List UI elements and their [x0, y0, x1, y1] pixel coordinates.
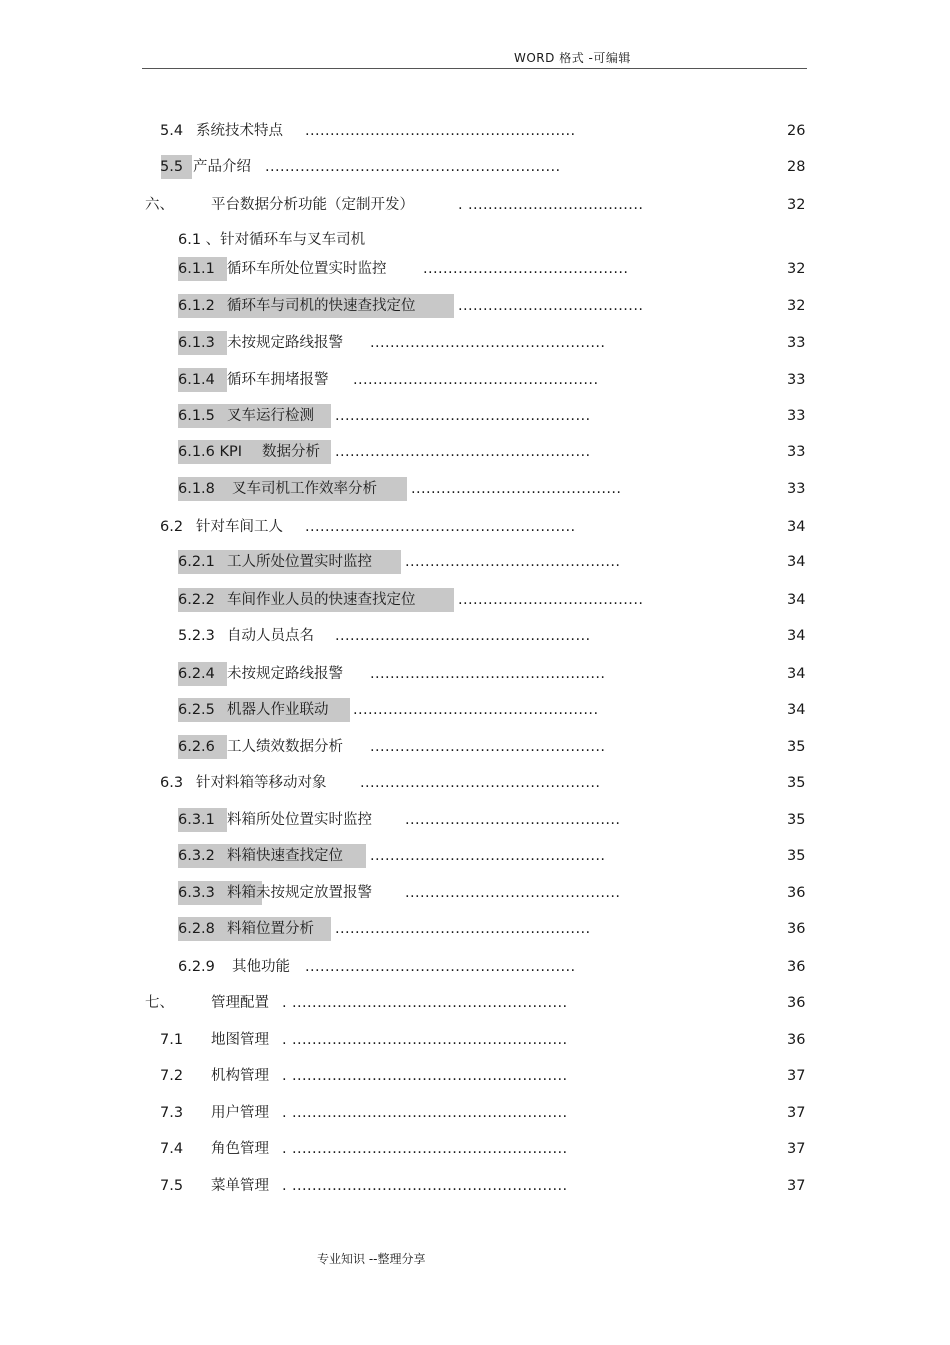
toc-entry[interactable] — [0, 918, 950, 940]
toc-leader-dots: ..................................... — [458, 298, 644, 314]
toc-entry-page: 34 — [787, 554, 806, 570]
toc-entry-number: 6.2.4 — [178, 666, 215, 682]
toc-entry-title: 产品介绍 — [193, 159, 251, 175]
toc-entry-page: 35 — [787, 812, 806, 828]
toc-leader-dots: . ....................................................... — [282, 1105, 568, 1121]
toc-entry-page: 35 — [787, 775, 806, 791]
toc-leader-dots: ................................................. — [353, 372, 599, 388]
toc-entry-number: 6.2.5 — [178, 702, 215, 718]
toc-leader-dots: . ....................................................... — [282, 1178, 568, 1194]
toc-entry-page: 35 — [787, 848, 806, 864]
toc-entry-title: 叉车司机工作效率分析 — [232, 481, 377, 497]
toc-entry-page: 33 — [787, 444, 806, 460]
toc-leader-dots: ............................................... — [370, 739, 606, 755]
toc-leader-dots: ........................................... — [405, 885, 621, 901]
toc-entry-title: 菜单管理 — [211, 1178, 269, 1194]
toc-leader-dots: ........................................... — [405, 812, 621, 828]
toc-entry-number: 6.2.1 — [178, 554, 215, 570]
toc-entry-number: 6.3.2 — [178, 848, 215, 864]
toc-entry-number: 6.3 — [160, 775, 184, 791]
toc-entry-title: 料箱快速查找定位 — [227, 848, 343, 864]
toc-entry-number: 6.2.8 — [178, 921, 215, 937]
toc-entry[interactable] — [0, 625, 950, 647]
toc-entry-page: 35 — [787, 739, 806, 755]
toc-entry-number: 6.1.8 — [178, 481, 215, 497]
toc-entry[interactable] — [0, 156, 950, 178]
toc-entry-page: 34 — [787, 628, 806, 644]
toc-leader-dots: ............................................... — [370, 666, 606, 682]
toc-entry[interactable] — [0, 845, 950, 867]
toc-entry-title: 针对车间工人 — [196, 519, 283, 535]
toc-entry-number: 6.1.1 — [178, 261, 215, 277]
toc-entry-title: 角色管理 — [211, 1141, 269, 1157]
toc-entry-page: 36 — [787, 885, 806, 901]
toc-leader-dots: . ....................................................... — [282, 1032, 568, 1048]
toc-entry[interactable] — [0, 551, 950, 573]
toc-entry-title: 地图管理 — [211, 1032, 269, 1048]
toc-entry-page: 32 — [787, 197, 806, 213]
toc-leader-dots: ................................................... — [335, 444, 591, 460]
toc-entry-number: 6.2.6 — [178, 739, 215, 755]
toc-entry-title: 用户管理 — [211, 1105, 269, 1121]
toc-entry-number: 7.3 — [160, 1105, 184, 1121]
toc-leader-dots: ........................................... — [405, 554, 621, 570]
toc-entry-page: 34 — [787, 702, 806, 718]
toc-leader-dots: ........................................................... — [265, 159, 561, 175]
toc-entry[interactable] — [0, 882, 950, 904]
toc-entry-title: 系统技术特点 — [196, 123, 283, 139]
toc-entry-number: 6.1.3 — [178, 335, 215, 351]
toc-leader-dots: ................................................... — [335, 628, 591, 644]
toc-entry-page: 33 — [787, 481, 806, 497]
toc-entry-number: 6.2.2 — [178, 592, 215, 608]
toc-leader-dots: ...................................................... — [305, 123, 576, 139]
toc-entry[interactable] — [0, 589, 950, 611]
toc-entry-title: 叉车运行检测 — [227, 408, 314, 424]
header-divider — [142, 68, 807, 69]
toc-entry-page: 37 — [787, 1141, 806, 1157]
toc-entry[interactable] — [0, 1065, 950, 1087]
toc-entry-number: 6.1.6 KPI — [178, 444, 243, 460]
page-header: WORD 格式 -可编辑 — [514, 51, 631, 65]
toc-entry-page: 36 — [787, 1032, 806, 1048]
toc-entry-page: 33 — [787, 335, 806, 351]
toc-entry-title: 未按规定路线报警 — [227, 666, 343, 682]
toc-entry-title: 循环车与司机的快速查找定位 — [227, 298, 416, 314]
toc-entry-number: 6.3.1 — [178, 812, 215, 828]
toc-entry-number: 5.2.3 — [178, 628, 215, 644]
toc-entry[interactable] — [0, 992, 950, 1014]
toc-entry[interactable] — [0, 369, 950, 391]
toc-entry-number: 5.5 — [160, 159, 184, 175]
toc-leader-dots: . ....................................................... — [282, 1141, 568, 1157]
toc-entry-page: 34 — [787, 666, 806, 682]
toc-leader-dots: . ....................................................... — [282, 1068, 568, 1084]
toc-entry[interactable] — [0, 194, 950, 216]
toc-entry-number: 7.2 — [160, 1068, 184, 1084]
toc-entry[interactable] — [0, 1029, 950, 1051]
toc-entry-page: 37 — [787, 1105, 806, 1121]
toc-entry[interactable] — [0, 772, 950, 794]
toc-entry-page: 34 — [787, 519, 806, 535]
toc-entry-title: 料箱所处位置实时监控 — [227, 812, 372, 828]
page-footer: 专业知识 --整理分享 — [317, 1252, 426, 1266]
toc-entry-title: 数据分析 — [262, 444, 320, 460]
toc-entry[interactable] — [0, 516, 950, 538]
toc-entry-number: 6.2.9 — [178, 959, 215, 975]
toc-entry-title: 机构管理 — [211, 1068, 269, 1084]
toc-leader-dots: ................................................. — [353, 702, 599, 718]
toc-entry[interactable] — [0, 663, 950, 685]
toc-leader-dots: .......................................... — [411, 481, 622, 497]
toc-entry-number: 7.4 — [160, 1141, 184, 1157]
toc-entry-number: 6.2 — [160, 519, 184, 535]
toc-entry[interactable] — [0, 258, 950, 280]
toc-entry-number: 5.4 — [160, 123, 184, 139]
toc-entry-title: 工人所处位置实时监控 — [227, 554, 372, 570]
toc-entry-page: 32 — [787, 298, 806, 314]
toc-leader-dots: ............................................... — [370, 335, 606, 351]
toc-entry[interactable] — [0, 736, 950, 758]
toc-entry-title: 循环车拥堵报警 — [227, 372, 329, 388]
toc-subheading: 6.1 、针对循环车与叉车司机 — [178, 232, 366, 248]
toc-entry-number: 6.3.3 — [178, 885, 215, 901]
toc-entry-page: 34 — [787, 592, 806, 608]
toc-entry-page: 37 — [787, 1178, 806, 1194]
toc-entry[interactable] — [0, 120, 950, 142]
toc-entry[interactable] — [0, 441, 950, 463]
toc-entry[interactable] — [0, 295, 950, 317]
toc-entry[interactable] — [0, 1102, 950, 1124]
toc-leader-dots: ................................................... — [335, 408, 591, 424]
toc-leader-dots: ................................................... — [335, 921, 591, 937]
toc-entry-title: 车间作业人员的快速查找定位 — [227, 592, 416, 608]
toc-entry-title: 工人绩效数据分析 — [227, 739, 343, 755]
toc-leader-dots: . ................................... — [458, 197, 644, 213]
toc-entry-page: 36 — [787, 921, 806, 937]
toc-leader-dots: ...................................................... — [305, 519, 576, 535]
toc-entry[interactable] — [0, 405, 950, 427]
toc-entry-title: 料箱位置分析 — [227, 921, 314, 937]
toc-leader-dots: . ....................................................... — [282, 995, 568, 1011]
toc-entry-title: 料箱未按规定放置报警 — [227, 885, 372, 901]
toc-leader-dots: ................................................ — [360, 775, 601, 791]
toc-leader-dots: ..................................... — [458, 592, 644, 608]
toc-leader-dots: ......................................... — [423, 261, 629, 277]
toc-entry[interactable] — [0, 699, 950, 721]
toc-entry-title: 平台数据分析功能（定制开发） — [211, 197, 414, 213]
toc-entry[interactable] — [0, 1138, 950, 1160]
toc-entry[interactable] — [0, 332, 950, 354]
toc-entry-title: 未按规定路线报警 — [227, 335, 343, 351]
toc-entry-number: 6.1.2 — [178, 298, 215, 314]
toc-entry-page: 36 — [787, 959, 806, 975]
toc-entry-title: 管理配置 — [211, 995, 269, 1011]
toc-entry-title: 机器人作业联动 — [227, 702, 329, 718]
toc-entry-number: 7.5 — [160, 1178, 184, 1194]
toc-entry-title: 自动人员点名 — [227, 628, 314, 644]
toc-entry-page: 33 — [787, 372, 806, 388]
toc-entry-number: 七、 — [145, 995, 174, 1011]
toc-entry-number: 7.1 — [160, 1032, 184, 1048]
toc-entry[interactable] — [0, 956, 950, 978]
toc-leader-dots: ...................................................... — [305, 959, 576, 975]
toc-entry-title: 其他功能 — [232, 959, 290, 975]
toc-leader-dots: ............................................... — [370, 848, 606, 864]
toc-entry-number: 六、 — [145, 197, 174, 213]
toc-entry-number: 6.1.4 — [178, 372, 215, 388]
toc-entry-page: 28 — [787, 159, 806, 175]
toc-entry-page: 33 — [787, 408, 806, 424]
toc-entry-title: 循环车所处位置实时监控 — [227, 261, 387, 277]
toc-entry-page: 32 — [787, 261, 806, 277]
toc-entry[interactable] — [0, 478, 950, 500]
toc-entry-page: 36 — [787, 995, 806, 1011]
toc-entry-number: 6.1.5 — [178, 408, 215, 424]
toc-entry-page: 26 — [787, 123, 806, 139]
toc-entry[interactable] — [0, 1175, 950, 1197]
toc-entry-page: 37 — [787, 1068, 806, 1084]
toc-entry[interactable] — [0, 809, 950, 831]
toc-entry-title: 针对料箱等移动对象 — [196, 775, 327, 791]
